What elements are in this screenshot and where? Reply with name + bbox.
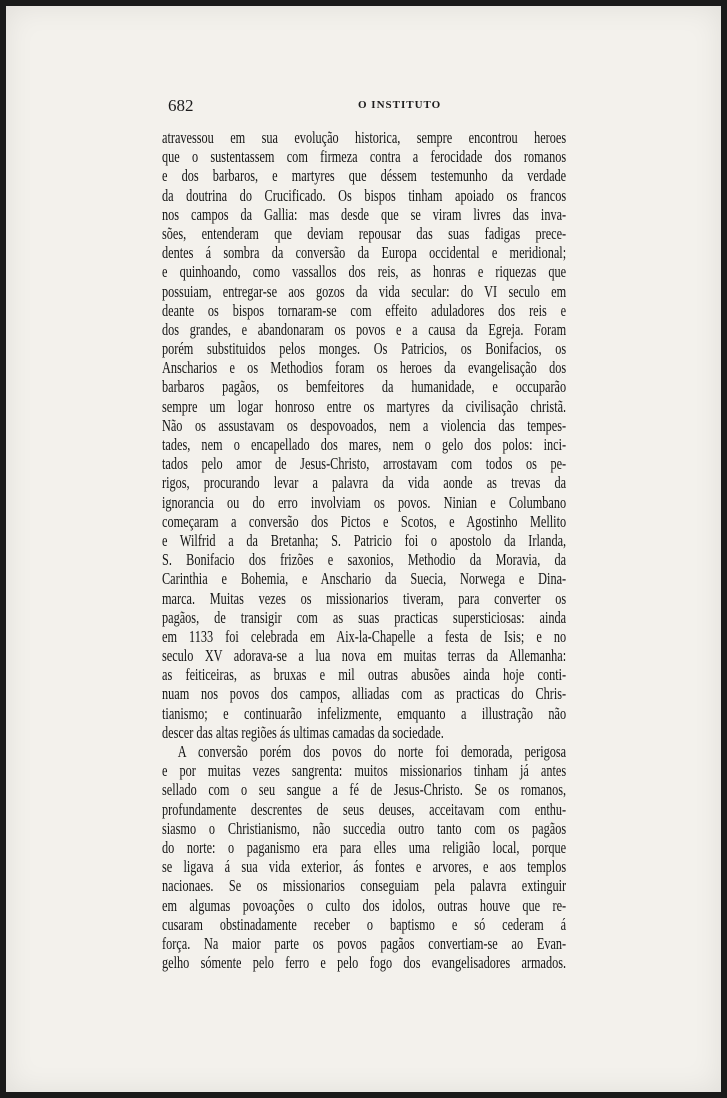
text-line: dos grandes, e abandonaram os povos e a causa da Egreja. Foram [162,319,567,339]
text-line: tados pelo amor de Jesus-Christo, arrostavam com todos os pe- [162,454,567,474]
text-line: da doutrina do Crucificado. Os bispos tinham apoiado os francos [162,185,567,205]
text-line: atravessou em sua evolução historica, sempre encontrou heroes [162,128,567,147]
text-line: rigos, procurando levar a palavra da vida aonde as trevas da [162,473,567,493]
text-line: começaram a conversão dos Pictos e Scotos, e Agostinho Mellito [162,511,567,531]
text-line: cusaram obstinadamente receber o baptismo e só cederam á [162,914,567,934]
text-line: e por muitas vezes sangrenta: muitos missionarios tinham já antes [162,761,567,781]
text-line: barbaros pagãos, os bemfeitores da humanidade, e occuparão [162,377,567,397]
text-line: sellado com o seu sangue a fé de Jesus-Christo. Se os romanos, [162,780,567,800]
text-line: descer das altas regiões ás ultimas camadas da sociedade. [162,722,444,742]
text-line: nuam nos povos dos campos, alliadas com as practicas do Chris- [162,684,567,704]
text-line: força. Na maior parte os povos pagãos convertiam-se ao Evan- [162,933,567,953]
text-line: Anscharios e os Methodios foram os heroes da evangelisação dos [162,358,567,378]
text-line: em 1133 foi celebrada em Aix-la-Chapelle a festa de Isis; e no [162,626,567,646]
paragraph-2 [162,742,566,972]
text-line: tades, nem o encapellado dos mares, nem o gelo dos polos: inci- [162,435,567,454]
text-line: sempre um logar honroso entre os martyres da civilisação christã. [162,396,567,416]
text-line: siasmo o Christianismo, não succedia outro tanto com os pagãos [162,818,567,838]
text-line: gelho sómente pelo ferro e pelo fogo dos evangelisadores armados. [162,953,567,973]
text-line: que o sustentassem com firmeza contra a ferocidade dos romanos [162,147,567,167]
running-head: O INSTITUTO [358,99,442,111]
text-line: profundamente descrentes de seus deuses, acceitavam com enthu- [162,799,567,819]
text-line: deante os bispos tornaram-se com effeito aduladores dos reis e [162,300,567,320]
text-line: e dos barbaros, e martyres que déssem testemunho da verdade [162,166,567,186]
text-line: nacionaes. Se os missionarios conseguiam pela palavra extinguir [162,876,567,896]
text-line: Não os assustavam os despovoados, nem a violencia das tempes- [162,415,567,435]
body-text [162,128,566,972]
text-line: possuiam, entregar-se aos gozos da vida secular: do VI seculo em [162,281,567,301]
text-line: S. Bonifacio dos frizões e saxonios, Methodio da Moravia, da [162,550,567,570]
text-line: se ligava á sua vida exterior, ás fontes e arvores, e aos templos [162,857,567,877]
text-line: tianismo; e continuarão infelizmente, emquanto a illustração não [162,703,567,723]
text-line: seculo XV adorava-se a lua nova em muitas terras da Allemanha: [162,646,567,666]
text-line: e Wilfrid a da Bretanha; S. Patricio foi o apostolo da Irlanda, [162,530,567,550]
text-line: nos campos da Gallia: mas desde que se viram livres das inva- [162,204,567,224]
page-number: 682 [168,96,194,115]
text-line: em algumas povoações o culto dos idolos, outras houve que re- [162,895,567,915]
text-line: A conversão porém dos povos do norte foi demorada, perigosa [177,742,567,761]
text-line: dentes á sombra da conversão da Europa occidental e meridional; [162,243,567,263]
text-line: marca. Muitas vezes os missionarios tiveram, para converter os [162,588,567,608]
text-line: pagãos, de transigir com as suas practicas supersticiosas: ainda [162,607,567,627]
text-line: as feiticeiras, as bruxas e mil outras abusões ainda hoje conti- [162,665,567,685]
text-line: ignorancia ou do erro involviam os povos. Ninian e Columbano [162,492,567,512]
text-line: sões, entenderam que deviam repousar das suas fadigas prece- [162,223,567,243]
paragraph-1 [162,128,566,742]
page-header [168,96,572,116]
text-line: do norte: o paganismo era para elles uma religião local, porque [162,837,567,857]
text-line: e quinhoando, como vassallos dos reis, as honras e riquezas que [162,262,567,282]
text-line: porém substituidos pelos monges. Os Patricios, os Bonifacios, os [162,339,567,359]
text-line: Carinthia e Bohemia, e Anschario da Suecia, Norwega e Dina- [162,569,567,589]
